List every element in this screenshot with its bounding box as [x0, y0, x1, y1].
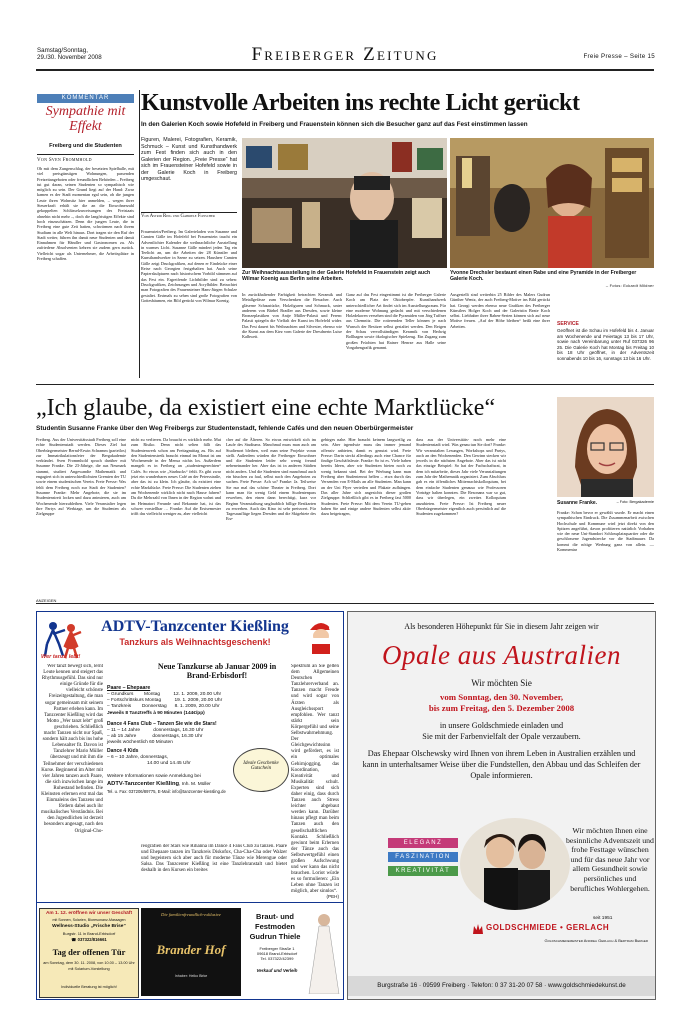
tanz-left-text: Wer tanzt bewegt sich, lernt Leute kennen und steigert das Rhythmusgefühl. Das sind nur einige Gründe für die vielleicht schönste Freizeitgestaltung, die man sogar gemeinsam mit seinem Partner erleben kann. Im Tanzcenter Kießling wird das Motto „Wer tanzt lebt“ groß geschrieben. Schließlich macht Tanzen nicht nur Spaß, sondern hält auch bis ins hohe Lebensalter fit. Davon ist Tanzlehrer Mario Müller überzeugt und mit ihm die Teilnehmer der verschiedenen Kurse. Beginnend im Alter mit vier Jahren tanzen auch Paare, die sich inzwischen lange im Ruhestand befinden. Die Kleinsten erlernen erst mal das Einmaleins des Tanzens und fördern dabei auch ihr musikalisches Verständnis. Bei den Jugendlichen ist derzeit besonders angesagt, nach den Original-Cho- — [41, 664, 103, 834]
tanz-title: ADTV-Tanzcenter Kießling — [101, 618, 289, 635]
opal-badge-3: KREATIVITÄT — [388, 866, 458, 876]
kids-heading: Dance 4 Fans Club – Tanzen Sie wie die Stars! — [107, 721, 217, 727]
photo-caption-1: Zur Weihnachtsausstellung in der Galerie Hofefeld in Frauenstein zeigt auch Wilmar Koenig aus Berlin seine Arbeiten. — [242, 270, 431, 283]
interview-column-1: Freiberg. Aus der Universitätsstadt Freiberg soll eine echte Studentenstadt werden. Dieses Ziel hat Oberbürgermeister Bernd-Erwin Schramm (parteilos) zur Immatrikulationsfeier der Bergakademie verkündet. Sven Frommhold sprach darüber mit Susanne Franke. Die 23-Jährige, die aus Neumark stammt, studiert Angewandte Mathematik und engagiert sich in unterschiedlichsten Gremien der TU sowie einem studentischen Verein. Freie Presse: Was fehlt dem Freiberg noch zur Stadt der Studenten? Susanne Franke: Mehr Angebote, die sie im Studentenstreit locken und dazu animieren, auch am Wochenende hierzubleiben. Viele Veranstalter legen ihre Partys auf Werktage, um die Studenten als Zielgruppe — [36, 437, 126, 517]
hofefeld-photo-image — [242, 138, 447, 268]
interview-column-2: nicht zu verlieren. Da braucht es wirklich mehr. Mut zum Risiko. Denn nicht selten fällt das Studentenwerk schon am Freitagmittag zu. Bis auf den Studentenstreik braucht einmal im Monat ist am Wochenende in der Mensa nichts los. Außerdem mangelt es in Freiberg an „studentengerechten“ Cafés. So etwas wie „Starbucks“ fehlt. Es gibt zwar jetzt ein wunderbares neues Café an der Petersstraße, aber das ist zu klein. Ich glaube, da existiert eine echte Marktlücke. Freie Presse: Die Studenten ziehen am Wochenende wirklich nicht nach Hause fahren? Du die Mehrzahl von Ihnen in der Region wohnt und im Heimatort Freunde und Bekannte hat, ist das schwer vorstellbar … Franke: Auf die Erstsemester trifft das vielleicht weniger zu, aber vielleicht — [131, 437, 221, 517]
susanne-franke-portrait — [557, 397, 654, 497]
kommentar-byline: Von Sven Frommhold — [37, 158, 92, 163]
gerlach-logo-icon — [472, 922, 484, 934]
interview-photo-caption — [557, 500, 654, 506]
tanz-bottom-rule — [37, 902, 343, 903]
issue-date: Samstag/Sonntag, 29./30. November 2008 — [37, 47, 102, 62]
lead-intro: Figuren, Malerei, Fotografien, Keramik, Schmuck – Kunst und Kunsthandwerk zum Fest finden sich auch in den Galerien der Region. „Freie Presse“ hat sich im Frauensteiner Hofefeld sowie in der Galerie Koch in Freiberg umgeschaut. — [141, 137, 237, 182]
wellness-name: Wellness-Studio „Frische Brise“ — [52, 924, 126, 929]
paare-note: Jeweils 8 Tanztreffs à 90 Minuten (144€/pp) — [107, 711, 205, 716]
lead-headline: Kunstvolle Arbeiten ins rechte Licht gerückt — [141, 90, 580, 116]
opal-since: seit 1951 — [593, 916, 613, 921]
opal-top: Als besonderen Höhepunkt für Sie in diesem Jahr zeigen wir — [404, 622, 599, 631]
interview-column-3: cher auf die Älteren. So etwas entwickelt sich im Laufe des Studiums. Manchmal muss man auch am Studienort bleiben, weil man seine Projekte voran stellt. Außerdem würden die Freiberger Einwohner und die Studenten leider sehr wenig freund nebeneinander her. Aber das ist in anderen Städten nicht anders. Und die Studenten sind manchmal auch ein bisschen zu faul, selbst nach den Angeboten zu suchen. Freie Presse: Ach so? Franke: Ja. Teilweise Sie nur mal das schöne Theater in Freiberg. Dort kann man für wenig Geld einem Studentenpass erwerben, den einen dann berechtigt, kurz vor Beginn Veranstaltung unglaublich billige Restkarten zu erwerben. Auch das Kino ist sehr preiswert. Für Tagesausflüge liegen Dresden und die Skigebiete des Erz- — [226, 437, 316, 522]
kids2-line-2: 14.00 und 14.45 Uhr — [147, 761, 191, 766]
gallery-photo-koch — [450, 138, 654, 268]
braut-addr: Freiberger Straße 1 09618 Brand-Erbisdorf Tel. 037322/42399 — [256, 946, 298, 962]
service-label: SERVICE — [557, 321, 579, 327]
opal-ad — [347, 611, 656, 1000]
kids2-heading: Dance 4 Kids — [107, 748, 139, 754]
section-rule — [36, 384, 654, 385]
wellness-open: am Sonntag, dem 30. 11. 2008, von 10.00 – 13.00 Uhr — [43, 961, 135, 965]
opal-badge-2: FASZINATION — [388, 852, 458, 862]
tanz-company: ADTV-Tanzcenter Kießling — [107, 781, 180, 787]
kommentar-rule — [37, 154, 134, 155]
tanz-course-box — [107, 662, 287, 862]
newspaper-title: Freiberger Zeitung — [251, 44, 439, 65]
braut-ad — [245, 908, 341, 996]
brander-top: Die familienfreundlich-exklusive — [161, 912, 221, 917]
paare-heading: Paare – Ehepaare — [107, 685, 151, 691]
wellness-sub: mit Sonnen, Solarien, Bioresonanz-Massagen — [52, 918, 126, 922]
kommentar-kicker: KOMMENTAR — [37, 94, 134, 103]
lead-column-2: In zurückhaltender Farbigkeit betrachten Keramik und Metallgefässe zum Verschenken die Besucher. Auch gläserne Schaustücke, Holzfiguren und Schmuck, unter anderem von Bärbel Bradler aus Dresden, sowie kleine Bronzeplastiken von Antje Müller-Palasti und Ferenc Palasti spiegeln die Vielfalt der Kunst im Hofefeld wider. Das Fest dauert bis Weihnachten und Silvester, ebenso wie die Kunst aus dem Kiez vom Galerie der Dresdnerin Luise Kalbweit. — [242, 292, 342, 340]
kids2-line-1: – 6 – 10 Jahre, donnerstags, — [107, 755, 169, 760]
interview-column-4: gebirges nahe. Hier braucht keinem langweilig zu sein. Aber irgendwie muss das immer jemand offensiv anbieten, damit es genutzt wird. Freie Presse: Darin steckt allerdings auch eine Chance für findige Geschäftsleute. Franke: So ist es. Viele haben bereits Ideen, aber wir Studenten bieten noch zu wenig bekannt sind. Bei der Werbung kann man Freiberg aber Studentenrat helfen – etwa durch das Versenden von E-Mails an alle Studenten. Man kann an der Uni Flyer verteilen und Plakate aufhängen. Das aller Jahre sich angesichts dieser großen Zielgruppe. Schließlich gibt es in Freiberg fast 5000 Studenten. Freie Presse: Mit dem Verein TU-geben haben Sie und einige andere Studenten selbst aktiv dazu beigetragen, — [321, 437, 411, 517]
lead-byline-rule — [141, 212, 237, 213]
tanz-owner: , Inh. M. Müller — [179, 782, 211, 787]
tanz-right-credit: (PEH) — [326, 894, 339, 899]
lead-byline: Von Astrid Ring und Gabriele Fleischer — [141, 214, 215, 219]
interview-column-6: Franke: Schon bevor er gewählt wurde. Er macht einen sympathischen Eindruck. Die Zusammenarbeit zwischen Hochschule und Kommune wird jetzt direkt von den Spitzen angeführt, davon profitieren natürlich Vorhaben wie der neue Uni-Standort Schlossplatzquartier oder die geschlossene Jugendstrecke vor die Stadtmauer. Da kommt die nötige Werbung ganz von allein. —Kommentar — [557, 510, 654, 553]
lead-column-4: Ausgestellt sind weiterhin 25 Bilder des Malers Gudrun Günther Wentz, der auch Freiberg-Motive ins Bild gerückt hat. Georgi werden ebenso neue Grafiken des Freiberger Künstlers Holger Koch und der Galeristin Beate Koch selbst. Liebhaber ihrer Raben-Serien können sich auf neue Motive freuen. „Auf der Höhe bleiben“ heißt eine ihrer Arbeiten. — [450, 292, 550, 329]
caption-credit: – Foto: Bergakademie — [616, 500, 654, 504]
tanz-box-heading: Neue Tanzkurse ab Januar 2009 in Brand-Erbisdorf! — [157, 662, 277, 680]
gallery-photo-hofefeld — [242, 138, 447, 268]
wellness-tel: ☎ 037322/816661 — [71, 937, 107, 942]
lead-column-3: Ganz auf das Fest eingestimmt ist die Freiberger Galerie Koch am Platz der Oktoberpfer. Kunsthandwerk unterschiedlicher Art findet sich im Ausstellungsraum. Für eine moderne Wohnung gedacht und mit verschiedenen Holzdekoren versehen sind die Pyramiden von Jörg Tuffner aus Chemnitz. Die rotierenden Teller können je nach Wunsch der Besitzer selbst gestaltet werden. Den Reigen der Schau vervollständigen Keramik von Hedwig Bollhagen sowie ökologischer Spielzeug. Ein Zugang zum großen Früchten hat Rainer Henrze aus Halle seine Vorgabengrafik genannt. — [346, 292, 446, 350]
tanzcenter-ad — [36, 611, 344, 1000]
wellness-addr: Burgstr. 11 in Brand-Erbisdorf — [62, 931, 116, 936]
santa-icon — [302, 616, 340, 656]
tanz-badge: Wer tanzt, lebt! — [41, 654, 81, 660]
braut-line-1: Braut- und — [256, 912, 294, 921]
brander-sub: Inhaber: Heiko Birke — [174, 974, 208, 978]
info-line: Weitere Informationen sowie Anmeldung bei — [107, 774, 201, 779]
column-divider — [139, 90, 140, 378]
tanz-company-line — [107, 781, 287, 787]
photo-caption-2: Yvonne Drechsler bestaunt einen Rabe und eine Pyramide in der Freiberger Galerie Koch. — [450, 270, 637, 283]
wellness-heading: Am 1. 12. eröffnen wir unser Geschäft — [45, 911, 133, 916]
paare-line-3: – Tanzkreis Donnerstag 8. 1. 2009, 20.00 Uhr — [107, 704, 220, 709]
koch-photo-image — [450, 138, 654, 268]
interview-subhead: Studentin Susanne Franke über den Weg Freibergs zur Studentenstadt, fehlende Cafés und den neuen Oberbürgermeister — [36, 425, 414, 432]
brander-name: Brander Hof — [156, 942, 226, 957]
lead-column-1: Frauenstein/Freiberg. Im Galerieladen von Susanne und Camten Gälle im Hofefeld bei Frauenstein taucht ein Adventlichter Kalender die weihnachtliche Ausstellung in warmes Licht. Susanne Gälle mindert jeden Tag ein Teelicht an, um die Arbeiten der 28 Künstler und Kunsthandwerker in Szene zu setzen. Hausherr Camten Gälle zeigt Druckgrafiken, auf denen er Eindrücke einer Reise nach Georgien festgehalten hat. Auch seine Papierskulpturen nach historischem Vorbild stimmen auf das Fest ein. Ergreifende Lichtbilder sind zu sehen: Druckgrafiken, Zeichnungen und Acrylbilder. Betrachtet man Fotografien des Frauensteiner Hans-Jürgen Schulze gestaltet. Erstmals zu sehen sind große Fotografien von Gottesbäumen, ein Bild gerückt von Wilmar Koenig. — [141, 229, 237, 303]
ads-rule — [36, 603, 654, 604]
caption-name: Susanne Franke. — [557, 500, 598, 506]
tanz-right-text: Spektrum an Sie gelten dem Allgemeinen Deutschen Tanzlehrerverband an. Tanzen macht Freude und wird sogar von Ärzten als Ausgleichssport empfohlen. Wer tanzt stärkt sein Körpergefühl und seine Selbstwahrnehmung. Der Gleichgewichtssinn wird gefördert, es ist ein optimales Gehirnjogging, das Koordination, Kreativität und Musikalität schult. Experten sind sich daher einig, dass durch Tanzen auch Stress leichter abgebaut werden kann. Darüber hinaus pflegt man beim Tanzen auch den gesellschaftlichen Kontakt. Schließlich gewinnt beim Erlernen der Tänze auch das Selbstwertgefühl einen großen Aufschwung und wer kann das nicht brauchen. Loriot würde es so formulieren: „Ein Leben ohne Tanzen ist möglich, aber sinnlos“. — [291, 664, 339, 894]
ads-label: ANZEIGEN — [36, 598, 59, 603]
wellness-footer: Individuelle Beratung ist möglich! — [61, 985, 117, 989]
masthead-rule — [36, 69, 654, 71]
kids-note: jeweils wöchentlich 60 Minuten — [107, 740, 173, 745]
kommentar-headline: Sympathie mit Effekt — [45, 104, 126, 134]
braut-line-3: Gudrun Thiele — [249, 932, 301, 941]
tanz-contact: Tel. u. Fax: 037206/89775, E-Mail: info@tanzcenter-kiessling.de — [107, 789, 226, 794]
wellness-open-title: Tag der offenen Tür — [52, 947, 126, 957]
page-number: Freie Presse – Seite 15 — [583, 53, 655, 60]
tanz-subtitle: Tanzkurs als Weihnachtsgeschenk! — [119, 637, 271, 647]
service-text: Geöffnet ist die Schau im Hofefeld bis 4. Januar am Wochenende und Feiertags 13 bis 17 Uhr, sowie nach Vereinbarung unter Ruf 037326 96 25. Die Galerie Koch hat Montag bis Freitag 10 bis 18 Uhr geöffnet, in der Adventszeit sonnabends 10 bis 16, sonntags 13 bis 16 Uhr. — [557, 328, 654, 361]
interview-photo — [557, 397, 654, 497]
gutschein-text: Ideale Geschenke Gutschein — [243, 761, 279, 771]
opal-dates: vom Sonntag, den 30. November, bis zum Freitag, den 5. Dezember 2008 — [428, 692, 575, 713]
kids-line-1: – 11 – 14 Jahre donnerstags, 16.30 Uhr — [107, 728, 204, 733]
opal-wish: Wir möchten Ihnen eine besinnliche Adventszeit und frohe Festtage wünschen und für das neue Jahr vor allem Gesundheit sowie persönliches und berufliches Wohlergehen. — [566, 826, 654, 893]
opal-footer: Burgstraße 16 · 09599 Freiberg · Telefon: 0 37 31-20 07 58 · www.goldschmiedekunst.de — [348, 976, 655, 996]
wellness-ad — [39, 908, 139, 998]
kids-line-2: – ab 15 Jahre donnerstags, 16.30 Uhr — [107, 734, 203, 739]
lead-subhead: In den Galerien Koch sowie Hofefeld in Freiberg und Frauenstein können sich die Besucher ganz auf das Fest einstimmen lassen — [141, 121, 528, 128]
opal-invite: in unsere Goldschmiede einladen und Sie mit der Farbenvielfalt der Opale verzaubern. — [422, 721, 581, 741]
opal-couple-photo — [460, 818, 570, 910]
kommentar-subhead: Freiberg und die Studenten — [49, 143, 122, 149]
paare-line-2: – Fortschrittskurs Montag 19. 1. 2009, 20.00 Uhr — [107, 698, 223, 703]
photo-credit: – Fotos: Eckardt Mildner — [605, 283, 654, 288]
opal-badge-1: ELEGANZ — [388, 838, 458, 848]
braut-foot: Verkauf und Verleih — [256, 968, 298, 973]
brander-hof-ad — [141, 908, 241, 996]
opal-story: Das Ehepaar Olschewsky wird Ihnen von ihrem Leben in Australien erzählen und kann in unterhaltsamer Weise über die Fundstellen, den Abbau und das Schleifen der Opale informieren. — [362, 749, 641, 780]
interview-headline: „Ich glaube, da existiert eine echte Marktlücke“ — [36, 395, 496, 421]
bride-figure — [307, 910, 341, 994]
wellness-open2: mit Solarium-Vorstellung — [68, 967, 110, 971]
opal-title: Opale aus Australien — [382, 640, 621, 670]
tanz-mid-text: reografien der Stars wie Rihanna im Dance 4 Fans Club zu tanzen. Paare und Ehepaare tanzen im Tanzkreis Diskofox, Cha-Cha-Cha oder Walzer und begeistern sich aber auch für moderne Tänze wie Merengue oder Salsa. Das Tanzcenter Kießling ist eine Tanzlehranstalt und bietet deshalb in den Kursen ein breites — [141, 844, 287, 874]
opal-owners: Goldschmiedemeister Andrea Gerlach & Bertram Berger — [544, 938, 648, 943]
kommentar-body: Ob mit dem Zungenschlag, der besetzten Spielhalle, mit viel preisgünstigen Wohnungen, passenden Freizeitangeboten oder freundlichen Behörden – Freiberg tut gut daran, seinen Studenten so sympathisch wie möglich zu sein. Der Grund liegt auf der Hand: Zwar kamen es der Stadt momentan egal sein, ob die jungen Leute ihren Wohnsitz hier anmelden, – wegen ihrer Steuerkraft erhält sie die an die Einwohnerzahl gekoppelten Schlüsselzuweisungen des Freistaats ohnehin nicht mehr –, doch die langfristigen Effekte sind hoch einzuschätzen. Denn die jungen Leute, die in Freiberg eine gute Zeit hatten, schwärmen nach ihrem Studium in alle Welt hinaus. Dort tragen sie den Ruf der Stadt weiter, führen ihn damit neue Studenten und damit Einnahmen für Händler und Gastronomen zu. Als zufriedene Absolventen kehren sie zudem gern zurück. Vielleicht sogar als Unternehmer, die Arbeitsplätze in Freiberg schaffen. — [37, 166, 134, 262]
interview-column-5: dass aus der Universitäts- noch mehr eine Studentenstadt wird. Was genau tun Sie dort? Franke: Wir veranstalten Lesungen, Workshops und Partys, auch an den Wochenenden. Den Gewinn stecken wir jeweils in die nächsten Angebote. Aber das ist nicht das einzige Beispiel: So hat der Fachschaftsrat, in dem ich mitarbeite, dieses Jahr viele Veranstaltungen zum Jahr der Mathematik organisiert. Zum Abschluss gab es ein öffentliches Mitternachtskolloquium, bei dem einfache Studenten genauso wie Professoren Vorträge halten konnten. Die Resonanz war so gut, dass wir überlegen, ein zweites Kolloquium anzubieten. Freie Presse: Ist Freiberg neuer Oberbürgermeister eigentlich auch persönlich auf die Studenten zugekommen? — [416, 437, 506, 517]
paare-line-1: – Grundkurs Montag 12. 1. 2009, 20.00 Uhr — [107, 692, 222, 697]
opal-show-intro: Wir möchten Sie — [471, 678, 532, 688]
braut-line-2: Festmoden — [254, 922, 295, 931]
opal-brand: GOLDSCHMIEDE • GERLACH — [486, 923, 610, 932]
